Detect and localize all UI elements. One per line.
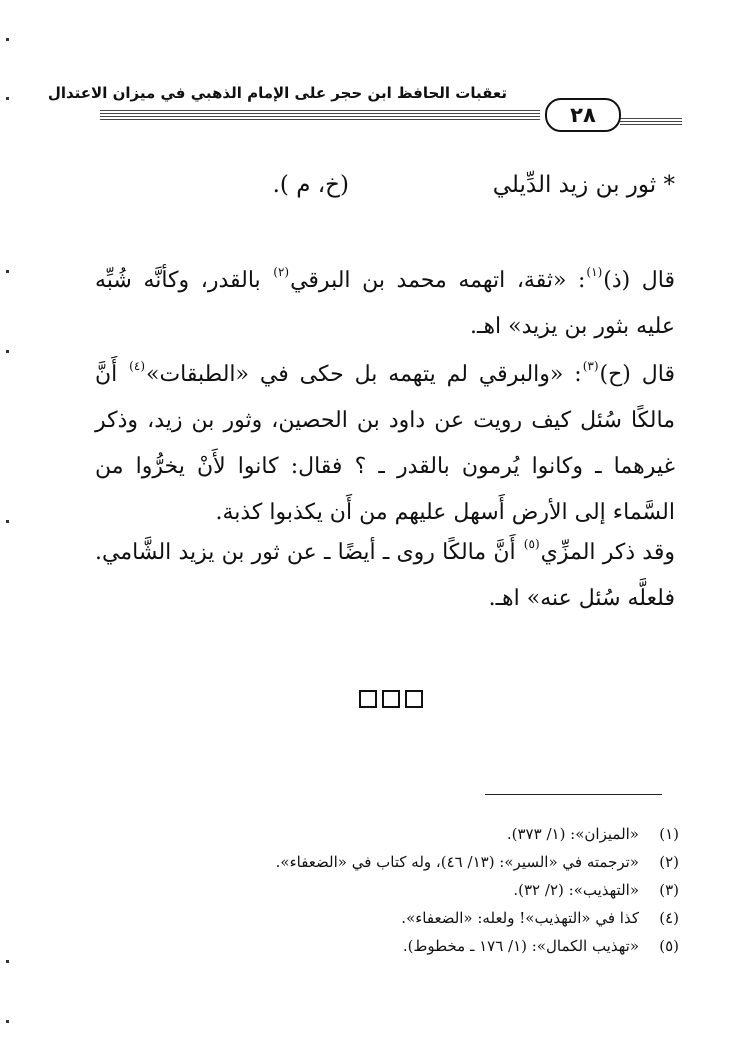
- scan-speck: [6, 350, 9, 353]
- footnote-text: «التهذيب»: (٢/ ٣٢).: [513, 881, 639, 899]
- paragraph-lead: وقد ذكر المزِّي: [540, 540, 675, 565]
- footnote-item: [79, 876, 679, 904]
- footnote-text: «الميزان»: (١/ ٣٧٣).: [506, 825, 639, 843]
- footnote-item: [79, 932, 679, 960]
- footnote-text: كذا في «التهذيب»! ولعله: «الضعفاء».: [401, 909, 639, 927]
- footnote-number: (٣): [659, 881, 679, 899]
- footnote-ref[interactable]: (٤): [129, 359, 145, 373]
- footnote-ref[interactable]: (٢): [273, 265, 290, 279]
- header-rule: [100, 110, 540, 120]
- footnote-number: (٤): [659, 909, 679, 927]
- footnote-item: [79, 820, 679, 848]
- paragraph-text: : «ثقة، اتهمه محمد بن البرقي: [290, 268, 586, 293]
- footnote-rule: [485, 794, 662, 795]
- paragraph-text: أَنَّ مالكًا سُئل كيف رويت عن داود بن الحصين، وثور بن زيد، وذكر غيرهما ـ وكانوا يُرمون بالقدر ـ ؟ فقال: كانوا لأَنْ يخرُّوا من السَّماء إلى الأرض أَسهل عليهم من أَن يكذبوا كذبة.: [95, 362, 675, 525]
- paragraph-text: بالقدر، وكأنَّه شُبِّه عليه بثور بن يزيد» اهـ.: [95, 268, 675, 339]
- paragraph-text: أَنَّ مالكًا روى ـ أيضًا ـ عن ثور بن يزيد الشَّامي. فلعلَّه سُئل عنه» اهـ.: [95, 540, 675, 611]
- footnote-item: [79, 848, 679, 876]
- running-title: تعقبات الحافظ ابن حجر على الإمام الذهبي في ميزان الاعتدال: [47, 84, 507, 102]
- page-number: ٢٨: [545, 98, 621, 132]
- ornament-square: [382, 690, 400, 708]
- header-rule-right: [620, 117, 682, 125]
- scan-speck: [6, 97, 9, 100]
- entry-name-line: [493, 172, 675, 198]
- paragraph-lead: قال (ذ): [603, 268, 675, 293]
- footnote-ref[interactable]: (٣): [582, 359, 599, 373]
- scan-speck: [6, 38, 9, 41]
- footnotes-list: [79, 820, 679, 960]
- ornament-square: [405, 690, 423, 708]
- entry-symbols: (خ، م ).: [272, 172, 349, 198]
- footnote-number: (٥): [659, 937, 679, 955]
- footnote-text: «تهذيب الكمال»: (١/ ١٧٦ ـ مخطوط).: [402, 937, 639, 955]
- footnote-number: (١): [659, 825, 679, 843]
- entry-heading: [95, 172, 675, 212]
- star-marker: *: [663, 172, 675, 198]
- scan-speck: [6, 520, 9, 523]
- paragraph-1: [95, 258, 675, 350]
- paragraph-3: [95, 530, 675, 622]
- scan-speck: [6, 270, 9, 273]
- footnote-text: «ترجمته في «السير»: (١٣/ ٤٦)، وله كتاب في «الضعفاء».: [275, 853, 639, 871]
- footnote-ref[interactable]: (١): [586, 265, 603, 279]
- footnote-ref[interactable]: (٥): [523, 537, 540, 551]
- paragraph-2: [95, 352, 675, 536]
- paragraph-text: : «والبرقي لم يتهمه بل حكى في «الطبقات»: [146, 362, 582, 387]
- section-ornament: [348, 690, 428, 712]
- entry-name: ثور بن زيد الدِّيلي: [492, 172, 657, 198]
- scan-speck: [6, 960, 9, 963]
- footnote-item: [79, 904, 679, 932]
- footnote-number: (٢): [659, 853, 679, 871]
- scan-speck: [6, 1020, 9, 1023]
- paragraph-lead: قال (ح): [599, 362, 675, 387]
- ornament-square: [359, 690, 377, 708]
